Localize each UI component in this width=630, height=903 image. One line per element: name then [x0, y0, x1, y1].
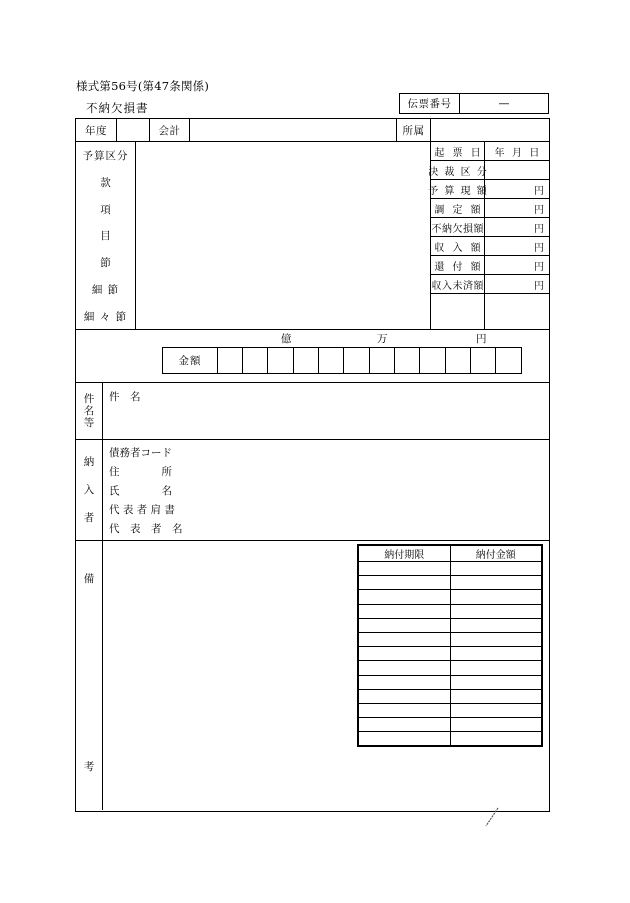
- case-label-char: 件: [83, 392, 95, 405]
- amount-digit-row: [162, 347, 522, 374]
- payment-due-date-cell[interactable]: [359, 732, 451, 746]
- assessed-amount-row: [431, 199, 549, 218]
- income-amount-value[interactable]: [485, 237, 549, 256]
- payment-amount-cell[interactable]: [450, 618, 542, 632]
- payment-amount-cell[interactable]: [450, 576, 542, 590]
- detail-filler-value: [485, 294, 549, 330]
- table-row[interactable]: [359, 661, 542, 675]
- payment-amount-cell[interactable]: [450, 661, 542, 675]
- budget-row-label: 款: [100, 176, 115, 189]
- payment-due-date-cell[interactable]: [359, 675, 451, 689]
- table-row[interactable]: [359, 604, 542, 618]
- unit-oku-label: 億: [281, 333, 292, 345]
- year-unit: 年: [494, 147, 505, 159]
- budget-row-label: 細 節: [91, 284, 120, 297]
- amount-digit-cell[interactable]: [446, 348, 471, 373]
- payment-schedule-table: [357, 544, 543, 747]
- budget-row-label: 節: [100, 257, 115, 270]
- table-row[interactable]: [359, 675, 542, 689]
- budget-classification-labels: [76, 142, 136, 330]
- amount-digit-cell[interactable]: [344, 348, 369, 373]
- remarks-label-top: 備: [83, 573, 95, 585]
- payment-amount-cell[interactable]: [450, 590, 542, 604]
- payment-due-date-cell[interactable]: [359, 689, 451, 703]
- approval-class-label: 決 裁 区 分: [431, 161, 485, 180]
- amount-label: 金額: [163, 348, 218, 373]
- amount-digit-cell[interactable]: [370, 348, 395, 373]
- payment-table-header-row: [359, 546, 542, 562]
- payment-amount-cell[interactable]: [450, 675, 542, 689]
- name-label: 氏 名: [109, 485, 172, 497]
- budget-row-label: 項: [100, 203, 115, 216]
- table-row[interactable]: [359, 632, 542, 646]
- payment-due-date-cell[interactable]: [359, 661, 451, 675]
- yen-unit: 円: [534, 261, 544, 273]
- income-amount-row: [431, 237, 549, 256]
- draft-date-value[interactable]: [485, 142, 549, 161]
- assessed-amount-label: 調 定 額: [431, 199, 485, 218]
- payment-amount-cell[interactable]: [450, 703, 542, 717]
- yen-unit: 円: [534, 223, 544, 235]
- month-unit: 月: [511, 147, 522, 159]
- payment-amount-cell[interactable]: [450, 647, 542, 661]
- payment-due-date-cell[interactable]: [359, 632, 451, 646]
- table-row[interactable]: [359, 718, 542, 732]
- unreceived-amount-label: 収入未済額: [431, 275, 485, 294]
- fiscal-year-label: 年度: [76, 119, 117, 142]
- payer-section-body[interactable]: [103, 440, 549, 540]
- unreceived-amount-value[interactable]: [485, 275, 549, 294]
- detail-filler-label: [431, 294, 485, 330]
- amount-digit-cell[interactable]: [319, 348, 344, 373]
- yen-unit: 円: [534, 242, 544, 254]
- amount-digit-group: [370, 348, 446, 373]
- payer-section: [76, 440, 549, 541]
- yen-unit: 円: [534, 280, 544, 292]
- table-row[interactable]: [359, 732, 542, 746]
- payer-label-char: 納: [83, 455, 95, 468]
- table-row[interactable]: [359, 562, 542, 576]
- payment-due-date-cell[interactable]: [359, 647, 451, 661]
- amount-digit-cell[interactable]: [420, 348, 445, 373]
- address-label: 住 所: [109, 466, 172, 478]
- slip-number-label: 伝票番号: [400, 94, 460, 113]
- draft-date-row: [431, 142, 549, 161]
- budget-current-amount-row: [428, 180, 549, 199]
- representative-name-label: 代 表 者 名: [109, 523, 183, 535]
- amount-digit-group: [218, 348, 294, 373]
- page-title: 不納欠損書: [86, 101, 149, 115]
- payer-section-vertical-label: [76, 440, 103, 540]
- amount-digit-cell[interactable]: [268, 348, 293, 373]
- detail-column-filler: [431, 294, 549, 330]
- table-row[interactable]: [359, 703, 542, 717]
- budget-row-label: 目: [100, 230, 115, 243]
- payer-label-char: 入: [83, 483, 95, 496]
- payment-due-date-cell[interactable]: [359, 718, 451, 732]
- unit-yen-label: 円: [476, 333, 487, 345]
- budget-row-label: 細 々 節: [83, 310, 128, 323]
- case-name-label: 件 名: [109, 391, 141, 403]
- payment-amount-cell[interactable]: [450, 689, 542, 703]
- approval-class-value[interactable]: [485, 161, 549, 180]
- payment-amount-cell[interactable]: [450, 732, 542, 746]
- table-row[interactable]: [359, 647, 542, 661]
- table-row[interactable]: [359, 576, 542, 590]
- representative-title-label: 代 表 者 肩 書: [109, 504, 175, 516]
- payment-amount-cell[interactable]: [450, 604, 542, 618]
- table-row[interactable]: [359, 590, 542, 604]
- budget-current-amount-value[interactable]: [485, 180, 549, 199]
- payment-amount-header: 納付金額: [450, 546, 542, 562]
- case-section-body[interactable]: [103, 383, 549, 439]
- slash-mark-icon: [484, 806, 500, 828]
- case-section-vertical-label: [76, 383, 103, 439]
- debtor-code-label: 債務者コード: [109, 447, 172, 459]
- case-label-char: 等: [83, 417, 95, 430]
- account-value[interactable]: [190, 119, 397, 142]
- payment-amount-cell[interactable]: [450, 718, 542, 732]
- day-unit: 日: [529, 147, 540, 159]
- bad-debt-amount-label: 不納欠損額: [431, 218, 485, 237]
- payer-label-char: 者: [83, 511, 95, 524]
- department-value[interactable]: [431, 119, 549, 142]
- slip-number-value[interactable]: —: [498, 97, 510, 110]
- amount-digit-cell[interactable]: [294, 348, 319, 373]
- table-row[interactable]: [359, 618, 542, 632]
- amount-band: [76, 330, 549, 383]
- amount-unit-marks: [76, 331, 549, 346]
- remarks-section: [76, 541, 549, 810]
- payment-due-date-cell[interactable]: [359, 703, 451, 717]
- payment-table-body: [359, 562, 542, 746]
- case-label-char: 名: [83, 404, 95, 417]
- payment-amount-cell[interactable]: [450, 632, 542, 646]
- unreceived-amount-row: [431, 275, 549, 294]
- amount-digit-cell[interactable]: [496, 348, 521, 373]
- main-form-frame: [75, 118, 550, 812]
- account-label: 会計: [150, 119, 190, 142]
- budget-current-amount-label: 予 算 現 額: [431, 180, 485, 199]
- payment-amount-cell[interactable]: [450, 562, 542, 576]
- department-label: 所属: [397, 119, 431, 142]
- budget-classification-values[interactable]: [136, 142, 431, 330]
- amount-digit-group: [294, 348, 370, 373]
- case-section: [76, 383, 549, 440]
- slip-number-box: [399, 93, 549, 114]
- amount-digit-cell[interactable]: [395, 348, 420, 373]
- payment-due-date-cell[interactable]: [359, 618, 451, 632]
- budget-row-label: 予算区分: [82, 149, 129, 162]
- amount-digit-group: [446, 348, 521, 373]
- bad-debt-amount-value[interactable]: [485, 218, 549, 237]
- payment-due-date-header: 納付期限: [359, 546, 451, 562]
- approval-class-row: [428, 161, 549, 180]
- yen-unit: 円: [534, 204, 544, 216]
- unit-man-label: 万: [377, 333, 388, 345]
- fiscal-year-value[interactable]: [117, 119, 150, 142]
- draft-date-label: 起 票 日: [431, 142, 485, 161]
- payment-due-date-cell[interactable]: [359, 604, 451, 618]
- payment-due-date-cell[interactable]: [359, 562, 451, 576]
- yen-unit: 円: [534, 185, 544, 197]
- remarks-label-bottom: 考: [83, 761, 95, 773]
- form-code-label: 様式第56号(第47条関係): [76, 79, 210, 93]
- amount-digit-cell[interactable]: [218, 348, 243, 373]
- refund-amount-row: [431, 256, 549, 275]
- table-row[interactable]: [359, 689, 542, 703]
- amount-digit-cell[interactable]: [471, 348, 496, 373]
- refund-amount-value[interactable]: [485, 256, 549, 275]
- payment-due-date-cell[interactable]: [359, 576, 451, 590]
- refund-amount-label: 還 付 額: [431, 256, 485, 275]
- remarks-vertical-label: [76, 541, 103, 810]
- detail-column: [428, 142, 549, 330]
- assessed-amount-value[interactable]: [485, 199, 549, 218]
- payment-due-date-cell[interactable]: [359, 590, 451, 604]
- amount-digit-cell[interactable]: [243, 348, 268, 373]
- income-amount-label: 収 入 額: [431, 237, 485, 256]
- bad-debt-amount-row: [431, 218, 549, 237]
